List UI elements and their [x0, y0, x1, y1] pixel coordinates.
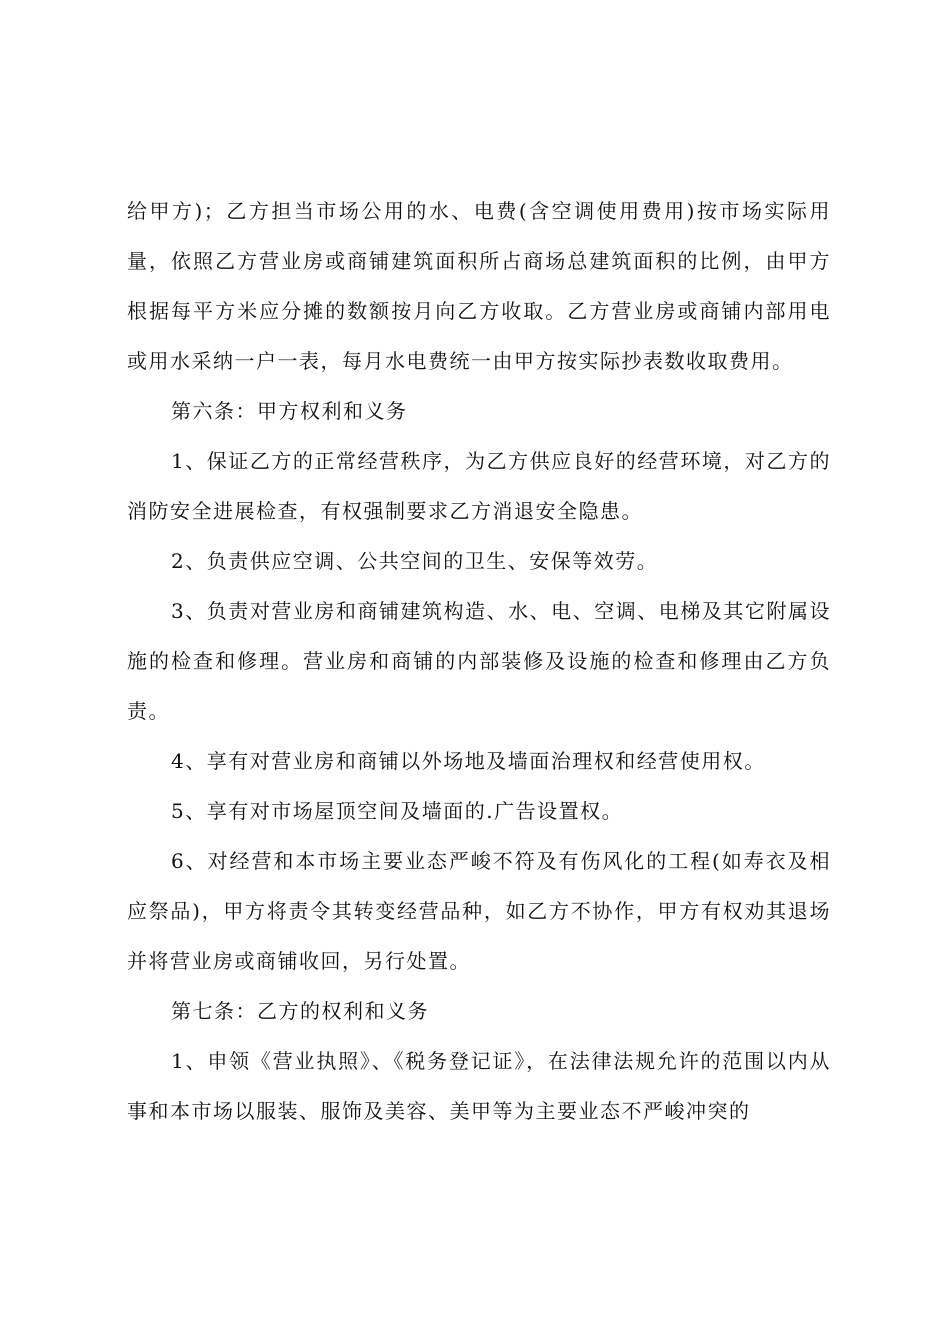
paragraph-party-b-item-1: 1、申领《营业执照》、《税务登记证》，在法律法规允许的范围以内从事和本市场以服装、服饰及美容、美甲等为主要业态不严峻冲突的 — [127, 1049, 831, 1123]
section-heading-article-7: 第七条：乙方的权利和义务 — [171, 999, 429, 1023]
paragraph-party-a-item-5: 5、享有对市场屋顶空间及墙面的.广告设置权。 — [171, 799, 624, 823]
paragraph-party-a-item-1: 1、保证乙方的正常经营秩序，为乙方供应良好的经营环境，对乙方的消防安全进展检查，有权强制要求乙方消退安全隐患。 — [127, 449, 831, 523]
section-heading-article-6: 第六条：甲方权利和义务 — [171, 399, 408, 423]
paragraph-party-a-item-2: 2、负责供应空调、公共空间的卫生、安保等效劳。 — [171, 549, 659, 573]
paragraph-party-a-item-4: 4、享有对营业房和商铺以外场地及墙面治理权和经营使用权。 — [171, 749, 766, 773]
document-body — [127, 186, 831, 1136]
paragraph-party-a-item-3: 3、负责对营业房和商铺建筑构造、水、电、空调、电梯及其它附属设施的检查和修理。营业房和商铺的内部装修及设施的检查和修理由乙方负责。 — [127, 599, 831, 723]
paragraph-utilities-continued: 给甲方)；乙方担当市场公用的水、电费(含空调使用费用)按市场实际用量，依照乙方营业房或商铺建筑面积所占商场总建筑面积的比例，由甲方根据每平方米应分摊的数额按月向乙方收取。乙方营业房或商铺内部用电或用水采纳一户一表，每月水电费统一由甲方按实际抄表数收取费用。 — [127, 199, 831, 373]
paragraph-party-a-item-6: 6、对经营和本市场主要业态严峻不符及有伤风化的工程(如寿衣及相应祭品)，甲方将责令其转变经营品种，如乙方不协作，甲方有权劝其退场并将营业房或商铺收回，另行处置。 — [127, 849, 831, 973]
